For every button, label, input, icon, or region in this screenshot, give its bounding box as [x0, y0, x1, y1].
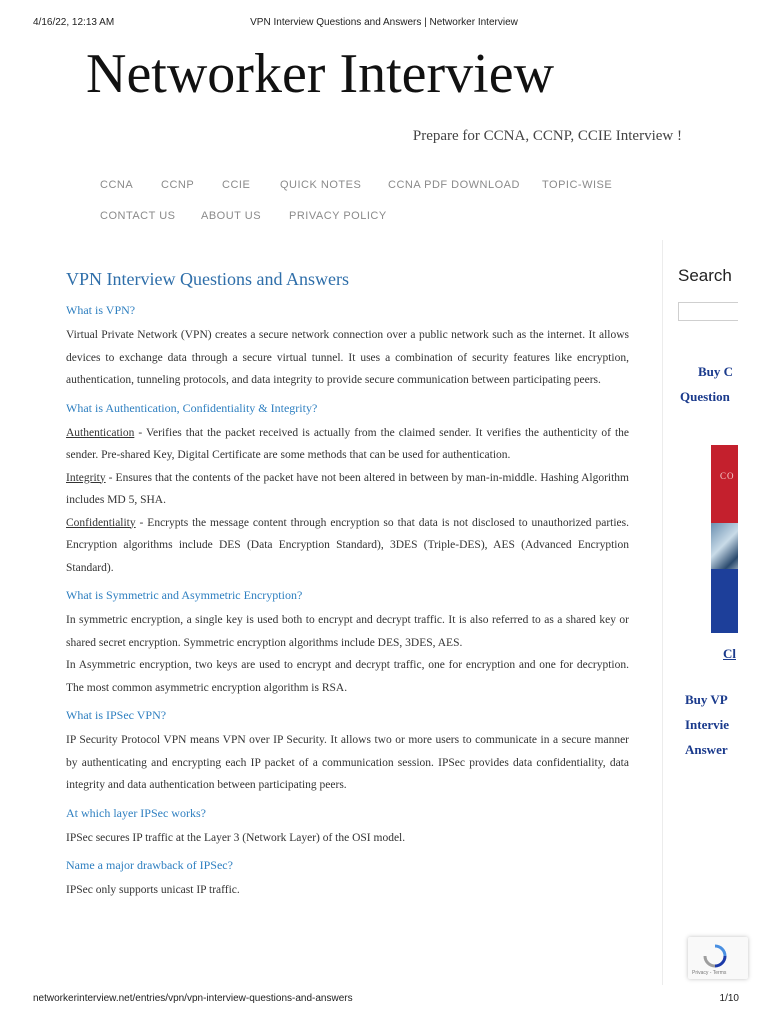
- answer-asymmetric: In Asymmetric encryption, two keys are used to encrypt and decrypt traffic, one for encryption and one for decryption. The most common asymmetric encryption algorithm is RSA.: [66, 659, 629, 694]
- recaptcha-text[interactable]: Privacy - Terms: [692, 970, 727, 976]
- search-label: Search: [678, 266, 732, 285]
- question-authentication-confidentiality-integrity: What is Authentication, Confidentiality & Integrity?: [66, 400, 318, 415]
- question-what-is-ipsec-vpn: What is IPSec VPN?: [66, 708, 167, 722]
- answer-authentication: [66, 422, 629, 467]
- article: [66, 264, 629, 902]
- search-input[interactable]: [678, 302, 738, 321]
- nav-contact-us[interactable]: CONTACT US: [100, 210, 176, 222]
- print-url: networkerinterview.net/entries/vpn/vpn-interview-questions-and-answers: [33, 993, 353, 1004]
- nav-ccna-pdf-download[interactable]: CCNA PDF DOWNLOAD: [388, 179, 520, 191]
- site-tagline: Prepare for CCNA, CCNP, CCIE Interview !: [412, 128, 682, 144]
- recaptcha-badge[interactable]: [688, 937, 748, 979]
- promo-link-2-line-2[interactable]: Intervie: [685, 717, 730, 732]
- question-symmetric-asymmetric: What is Symmetric and Asymmetric Encryption?: [66, 588, 303, 602]
- nav-ccnp[interactable]: CCNP: [161, 179, 195, 191]
- answer-ipsec-drawback: IPSec only supports unicast IP traffic.: [66, 884, 240, 896]
- recaptcha-icon: [702, 943, 728, 969]
- term-confidentiality: Confidentiality: [66, 516, 136, 529]
- nav-about-us[interactable]: ABOUT US: [201, 210, 262, 222]
- integrity-text: - Ensures that the contents of the packet have not been altered in between by man-in-middle. Hashing Algorithm includes MD 5, SHA.: [66, 471, 629, 506]
- authentication-text: - Verifies that the packet received is actually from the claimed sender. It verifies the authenticity of the sender. Pre-shared Key, Digital Certificate are some methods that can be used for authentication.: [66, 426, 629, 461]
- promo-link-1-line-1[interactable]: Buy C: [698, 364, 734, 379]
- answer-ipsec-layer: IPSec secures IP traffic at the Layer 3 (Network Layer) of the OSI model.: [66, 831, 406, 844]
- nav-privacy-policy[interactable]: PRIVACY POLICY: [289, 210, 387, 222]
- answer-what-is-vpn: Virtual Private Network (VPN) creates a secure network connection over a public network such as the internet. It allows devices to exchange data through a secure virtual tunnel. It uses a combination of security features like encryption, authentication, tunneling protocols, and data integrity to provide secure communication between participating peers.: [66, 329, 629, 386]
- book-cover-image[interactable]: [711, 445, 738, 633]
- sidebar-divider: [662, 240, 663, 985]
- print-header: [33, 17, 735, 31]
- promo-link-1-line-2[interactable]: Question: [680, 389, 730, 404]
- answer-confidentiality: [66, 512, 629, 580]
- answer-integrity: [66, 467, 629, 512]
- promo-link-2-line-1[interactable]: Buy VP: [685, 692, 728, 707]
- answer-symmetric: In symmetric encryption, a single key is used both to encrypt and decrypt traffic. It is also referred to as a shared key or shared secret encryption. Symmetric encryption algorithms include DES, 3DES, AES.: [66, 614, 629, 649]
- nav-ccie[interactable]: CCIE: [222, 179, 251, 191]
- promo-link-2-line-3[interactable]: Answer: [685, 742, 728, 757]
- print-footer: [33, 993, 739, 1007]
- confidentiality-text: - Encrypts the message content through encryption so that data is not disclosed to unauthorized parties. Encryption algorithms include DES (Data Encryption Standard), 3DES (Triple-DES), AES (Advanced Encryption Standard).: [66, 516, 629, 574]
- site-title[interactable]: Networker Interview: [86, 43, 555, 105]
- book-link[interactable]: Cl: [723, 646, 736, 661]
- article-title: VPN Interview Questions and Answers: [66, 269, 349, 289]
- question-ipsec-layer: At which layer IPSec works?: [66, 805, 206, 820]
- book-cover-text: CO: [720, 471, 735, 481]
- nav-ccna[interactable]: CCNA: [100, 179, 134, 191]
- answer-what-is-ipsec-vpn: IP Security Protocol VPN means VPN over IP Security. It allows two or more users to communicate in a secure manner by authenticating and encrypting each IP packet of a communication session. IPSec provides data confidentiality, data integrity and data authentication between participating peers.: [66, 734, 629, 791]
- print-page-number: 1/10: [719, 993, 739, 1004]
- nav-quick-notes[interactable]: QUICK NOTES: [280, 179, 362, 191]
- question-ipsec-drawback: Name a major drawback of IPSec?: [66, 858, 233, 872]
- print-datetime: 4/16/22, 12:13 AM: [33, 17, 115, 28]
- question-what-is-vpn: What is VPN?: [66, 303, 136, 317]
- print-page-title: VPN Interview Questions and Answers | Networker Interview: [250, 17, 518, 28]
- term-authentication: Authentication: [66, 426, 135, 439]
- nav-topic-wise[interactable]: TOPIC-WISE: [542, 179, 613, 191]
- term-integrity: Integrity: [66, 471, 106, 484]
- sidebar: [678, 260, 738, 1000]
